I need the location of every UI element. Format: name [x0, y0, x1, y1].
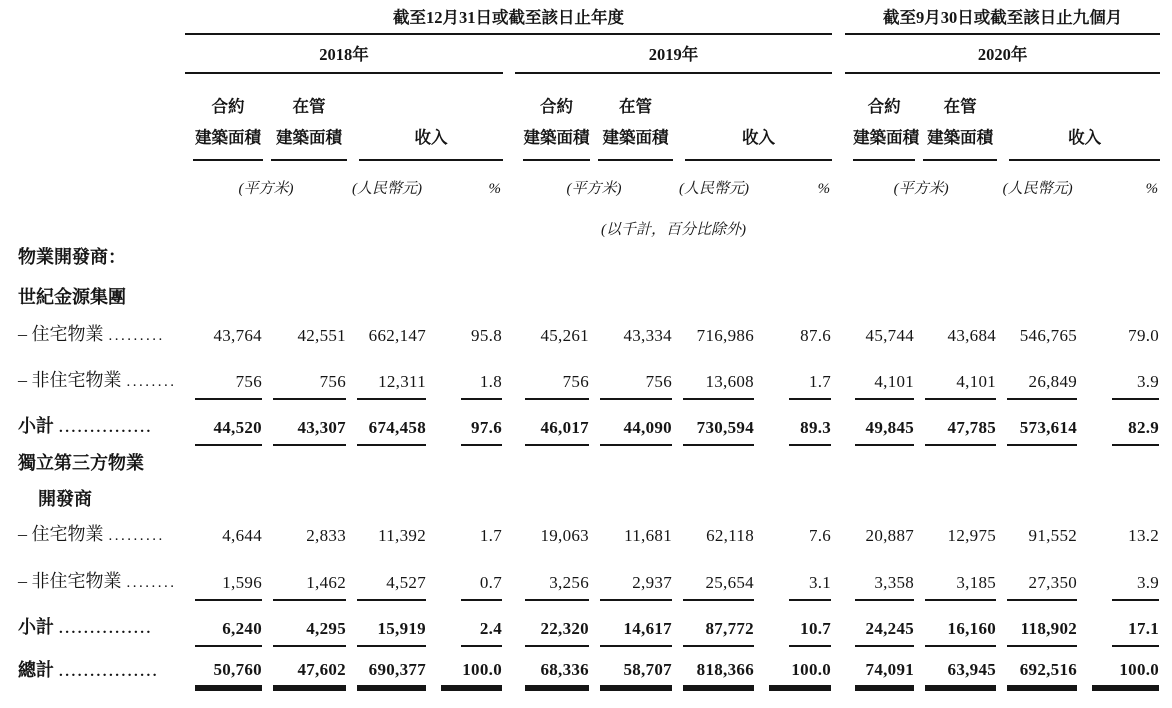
unit-rmb-2020: (人民幣元): [1002, 181, 1073, 197]
data-cell: 19,063: [540, 526, 589, 545]
data-cell: 74,091: [845, 647, 915, 690]
table-row-independent-residential: [0, 516, 1160, 554]
group-label-century-golden: 世紀金源集團: [18, 287, 126, 307]
data-cell: 79.0: [1128, 326, 1160, 345]
data-cell: 4,295: [263, 601, 347, 647]
col-header-contracted-gfa-2018: 合約 建築面積: [185, 73, 263, 161]
unit-sqm-2019: (平方米): [566, 181, 622, 197]
data-cell: 47,785: [915, 400, 997, 446]
data-cell: 100.0: [1078, 647, 1160, 690]
data-cell: 10.7: [755, 601, 832, 647]
unit-sqm-2020: (平方米): [893, 181, 949, 197]
data-cell: 756: [515, 354, 590, 400]
data-cell: 89.3: [755, 400, 832, 446]
year-header-2019: 2019年: [515, 34, 832, 73]
data-cell: 15,919: [347, 601, 427, 647]
data-cell: 546,765: [1019, 326, 1078, 345]
col-header-contracted-gfa-2020: 合約 建築面積: [845, 73, 915, 161]
data-cell: 46,017: [515, 400, 590, 446]
data-cell: 45,744: [865, 326, 915, 345]
section-row-century-golden: [0, 274, 1160, 314]
data-cell: 716,986: [696, 326, 754, 345]
data-cell: 43,764: [213, 326, 262, 345]
data-cell: 49,845: [845, 400, 915, 446]
data-cell: 22,320: [515, 601, 590, 647]
data-cell: 42,551: [297, 326, 346, 345]
row-label-nonresidential: – 非住宅物業 ........: [18, 571, 177, 591]
table-row-independent-subtotal: [0, 601, 1160, 647]
data-cell: 95.8: [471, 326, 502, 345]
col-header-managed-gfa-2020: 在管 建築面積: [915, 73, 997, 161]
data-cell: 3.1: [755, 554, 832, 601]
data-cell: 63,945: [915, 647, 997, 690]
data-cell: 4,527: [347, 554, 427, 601]
data-cell: 2.4: [427, 601, 503, 647]
data-cell: 756: [590, 354, 673, 400]
data-cell: 43,334: [623, 326, 672, 345]
data-cell: 730,594: [673, 400, 755, 446]
data-cell: 818,366: [673, 647, 755, 690]
data-cell: 17.1: [1078, 601, 1160, 647]
year-header-2020: 2020年: [845, 34, 1160, 73]
period-header-nine-months: 截至9月30日或截至該日止九個月: [845, 0, 1160, 34]
unit-pct-2018: %: [488, 181, 501, 197]
data-cell: 1.7: [479, 526, 502, 545]
data-cell: 674,458: [347, 400, 427, 446]
table-row-grand-total: [0, 647, 1160, 690]
data-cell: 91,552: [1028, 526, 1078, 545]
data-cell: 62,118: [706, 526, 754, 545]
data-cell: 2,833: [306, 526, 346, 545]
data-cell: 47,602: [263, 647, 347, 690]
data-cell: 44,520: [185, 400, 263, 446]
data-cell: 4,644: [222, 526, 262, 545]
col-header-managed-gfa-2018: 在管 建築面積: [263, 73, 347, 161]
data-cell: 24,245: [845, 601, 915, 647]
data-cell: 12,975: [947, 526, 997, 545]
col-header-revenue-2018: 收入: [347, 73, 503, 161]
data-cell: 58,707: [590, 647, 673, 690]
year-header-row: [0, 34, 1160, 73]
data-cell: 43,684: [947, 326, 997, 345]
data-cell: 4,101: [915, 354, 997, 400]
data-cell: 43,307: [263, 400, 347, 446]
data-cell: 7.6: [808, 526, 832, 545]
data-cell: 1.8: [427, 354, 503, 400]
col-header-contracted-gfa-2019: 合約 建築面積: [515, 73, 590, 161]
row-label-residential: – 住宅物業 .........: [18, 524, 165, 544]
data-cell: 13,608: [673, 354, 755, 400]
data-cell: 11,681: [624, 526, 672, 545]
data-cell: 756: [185, 354, 263, 400]
unit-rmb-2018: (人民幣元): [352, 181, 422, 197]
section-row-developer: [0, 243, 1160, 274]
data-cell: 25,654: [673, 554, 755, 601]
data-cell: 68,336: [515, 647, 590, 690]
data-cell: 756: [263, 354, 347, 400]
data-cell: 13.2: [1128, 526, 1160, 545]
data-cell: 4,101: [845, 354, 915, 400]
scale-note-row: [0, 208, 1160, 243]
data-cell: 27,350: [997, 554, 1078, 601]
col-header-revenue-2020: 收入: [997, 73, 1160, 161]
table-row-developer-residential: [0, 314, 1160, 354]
row-label-subtotal: 小計 ...............: [18, 416, 153, 436]
data-cell: 100.0: [755, 647, 832, 690]
data-cell: 118,902: [997, 601, 1078, 647]
unit-sqm-2018: (平方米): [238, 181, 294, 197]
scale-note: (以千計，百分比除外): [601, 222, 747, 238]
data-cell: 1.7: [755, 354, 832, 400]
data-cell: 6,240: [185, 601, 263, 647]
data-cell: 3,185: [915, 554, 997, 601]
data-cell: 97.6: [427, 400, 503, 446]
data-cell: 3.9: [1078, 554, 1160, 601]
column-header-row: [0, 73, 1160, 161]
table-row-developer-nonresidential: [0, 354, 1160, 400]
row-label-total: 總計 ................: [18, 660, 159, 680]
data-cell: 3,358: [845, 554, 915, 601]
data-cell: 87.6: [800, 326, 832, 345]
row-label-nonresidential: – 非住宅物業 ........: [18, 370, 177, 390]
data-cell: 87,772: [673, 601, 755, 647]
period-header-annual: 截至12月31日或截至該日止年度: [185, 0, 832, 34]
data-cell: 1,462: [263, 554, 347, 601]
data-cell: 16,160: [915, 601, 997, 647]
data-cell: 26,849: [997, 354, 1078, 400]
data-cell: 50,760: [185, 647, 263, 690]
data-cell: 45,261: [540, 326, 589, 345]
col-header-revenue-2019: 收入: [673, 73, 832, 161]
data-cell: 1,596: [185, 554, 263, 601]
table-row-developer-subtotal: [0, 400, 1160, 446]
data-cell: 44,090: [590, 400, 673, 446]
data-cell: 11,392: [378, 526, 426, 545]
data-cell: 82.9: [1078, 400, 1160, 446]
units-row: [0, 161, 1160, 208]
unit-pct-2019: %: [817, 181, 831, 197]
data-cell: 573,614: [997, 400, 1078, 446]
section-label-independent-2: 開發商: [38, 489, 92, 509]
data-cell: 662,147: [368, 326, 426, 345]
data-cell: 12,311: [347, 354, 427, 400]
year-header-2018: 2018年: [185, 34, 503, 73]
data-cell: 3.9: [1078, 354, 1160, 400]
data-cell: 14,617: [590, 601, 673, 647]
data-cell: 3,256: [515, 554, 590, 601]
row-label-residential: – 住宅物業 .........: [18, 324, 165, 344]
data-cell: 692,516: [997, 647, 1078, 690]
data-cell: 2,937: [590, 554, 673, 601]
row-label-subtotal: 小計 ...............: [18, 617, 153, 637]
table-row-independent-nonresidential: [0, 554, 1160, 601]
data-cell: 20,887: [865, 526, 915, 545]
data-cell: 100.0: [427, 647, 503, 690]
section-label-independent-1: 獨立第三方物業: [18, 453, 144, 473]
col-header-managed-gfa-2019: 在管 建築面積: [590, 73, 673, 161]
section-row-independent-1: [0, 446, 1160, 480]
period-header-row: [0, 0, 1160, 34]
unit-pct-2020: %: [1145, 181, 1159, 197]
unit-rmb-2019: (人民幣元): [679, 181, 749, 197]
data-cell: 690,377: [347, 647, 427, 690]
data-cell: 0.7: [427, 554, 503, 601]
section-row-independent-2: [0, 480, 1160, 516]
section-label-developer: 物業開發商：: [18, 247, 126, 267]
